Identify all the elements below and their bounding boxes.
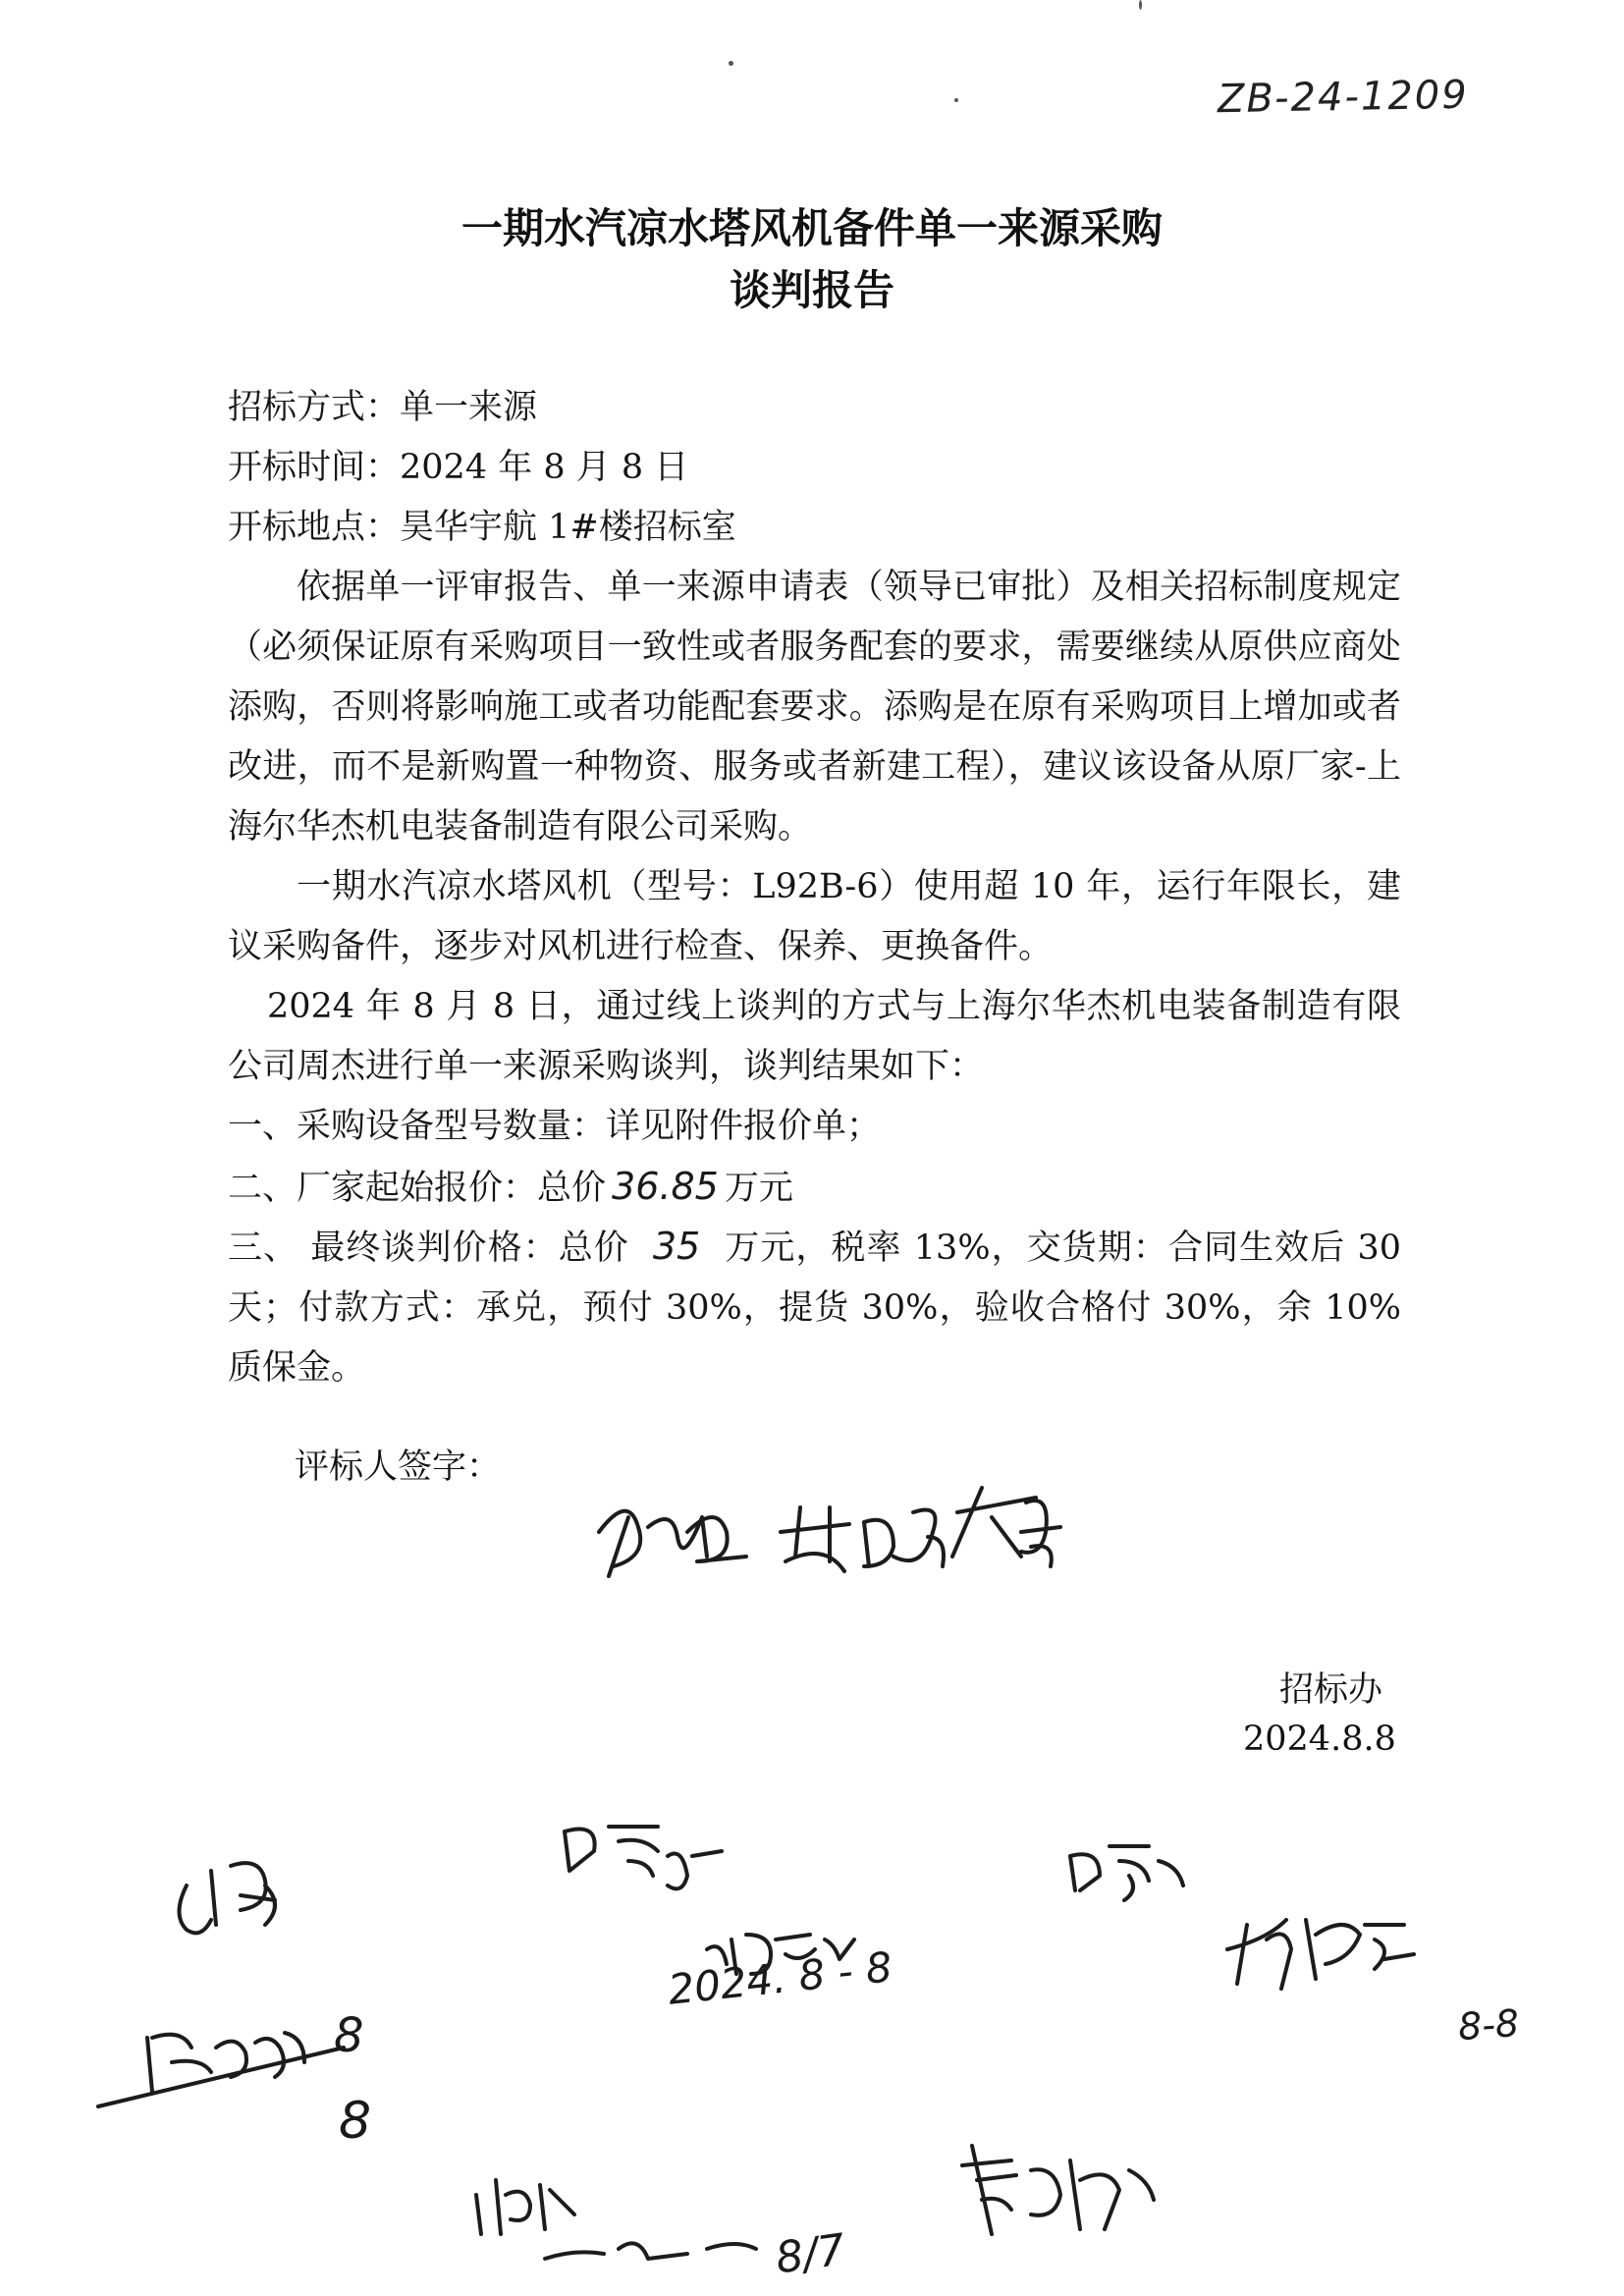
field-value: 单一来源 <box>400 388 538 427</box>
handwritten-date-left-a: 8 <box>334 2008 364 2063</box>
result-item-3 <box>228 1217 1401 1398</box>
paragraph-equipment: 一期水汽凉水塔风机（型号：L92B-6）使用超 10 年，运行年限长，建议采购备件，逐步对风机进行检查、保养、更换备件。 <box>228 867 1401 966</box>
field-label: 开标时间： <box>228 448 401 487</box>
item3-suffix: 万元，税率 13%，交货期：合同生效后 30 天；付款方式：承兑，预付 30%，提货 30%，验收合格付 30%，余 10%质保金。 <box>228 1229 1401 1388</box>
field-label: 开标地点： <box>228 508 401 547</box>
report-title-line1: 一期水汽凉水塔风机备件单一来源采购 <box>460 204 1163 252</box>
handwritten-date-main: 2024. 8 - 8 <box>666 1942 894 2014</box>
field-label: 招标方式： <box>228 388 401 427</box>
field-bid-method <box>228 378 1406 438</box>
report-title-line2: 谈判报告 <box>729 266 894 314</box>
item2-prefix: 二、厂家起始报价：总价 <box>228 1169 607 1208</box>
handwritten-date-right: 8-8 <box>1456 2000 1521 2050</box>
result-item-1: 一、采购设备型号数量：详见附件报价单； <box>228 1107 882 1146</box>
signature-bottom-6 <box>98 2033 344 2106</box>
scan-speck <box>729 61 733 66</box>
scan-speck <box>1139 0 1142 10</box>
result-item-2 <box>228 1157 1406 1217</box>
paragraph-basis: 依据单一评审报告、单一来源申请表（领导已审批）及相关招标制度规定（必须保证原有采购项目一致性或者服务配套的要求，需要继续从原供应商处添购，否则将影响施工或者功能配套要求。添购是在原有采购项目上增加或者改进，而不是新购置一种物资、服务或者新建工程），建议该设备从原厂家-上海尔华杰机电装备制造有限公司采购。 <box>228 568 1401 847</box>
evaluator-signature-2 <box>781 1507 944 1571</box>
evaluator-signature-3 <box>952 1488 1060 1566</box>
paragraph-negotiation: 2024 年 8 月 8 日，通过线上谈判的方式与上海尔华杰机电装备制造有限公司周杰进行单一来源采购谈判，谈判结果如下： <box>228 987 1401 1086</box>
field-value: 2024 年 8 月 8 日 <box>400 448 689 487</box>
issuing-office: 招标办 <box>1279 1670 1383 1710</box>
item2-suffix: 万元 <box>724 1169 793 1208</box>
signature-bottom-3 <box>1070 1846 1183 1900</box>
field-value: 昊华宇航 1#楼招标室 <box>400 508 736 547</box>
signature-bottom-7 <box>962 2146 1154 2234</box>
signature-bottom-5 <box>1227 1920 1414 1989</box>
handwritten-date-bottom: 8/7 <box>772 2224 849 2284</box>
signature-label: 评标人签字： <box>295 1448 502 1487</box>
signature-bottom-1 <box>180 1863 276 1933</box>
signature-bottom-2 <box>565 1827 722 1888</box>
report-body <box>228 378 1406 1398</box>
field-bid-location <box>228 498 1406 558</box>
issue-date: 2024.8.8 <box>1243 1720 1396 1759</box>
document-code: ZB-24-1209 <box>1217 72 1470 123</box>
field-bid-time <box>228 438 1406 498</box>
handwritten-date-left-b: 8 <box>339 2092 372 2151</box>
handwritten-final-price: 35 <box>652 1225 701 1268</box>
item3-prefix: 三、 最终谈判价格：总价 <box>228 1229 629 1268</box>
handwritten-start-price: 36.85 <box>612 1165 719 1208</box>
scan-speck <box>954 98 958 102</box>
evaluator-signature-1 <box>599 1511 746 1576</box>
signature-bottom-8 <box>476 2180 756 2259</box>
